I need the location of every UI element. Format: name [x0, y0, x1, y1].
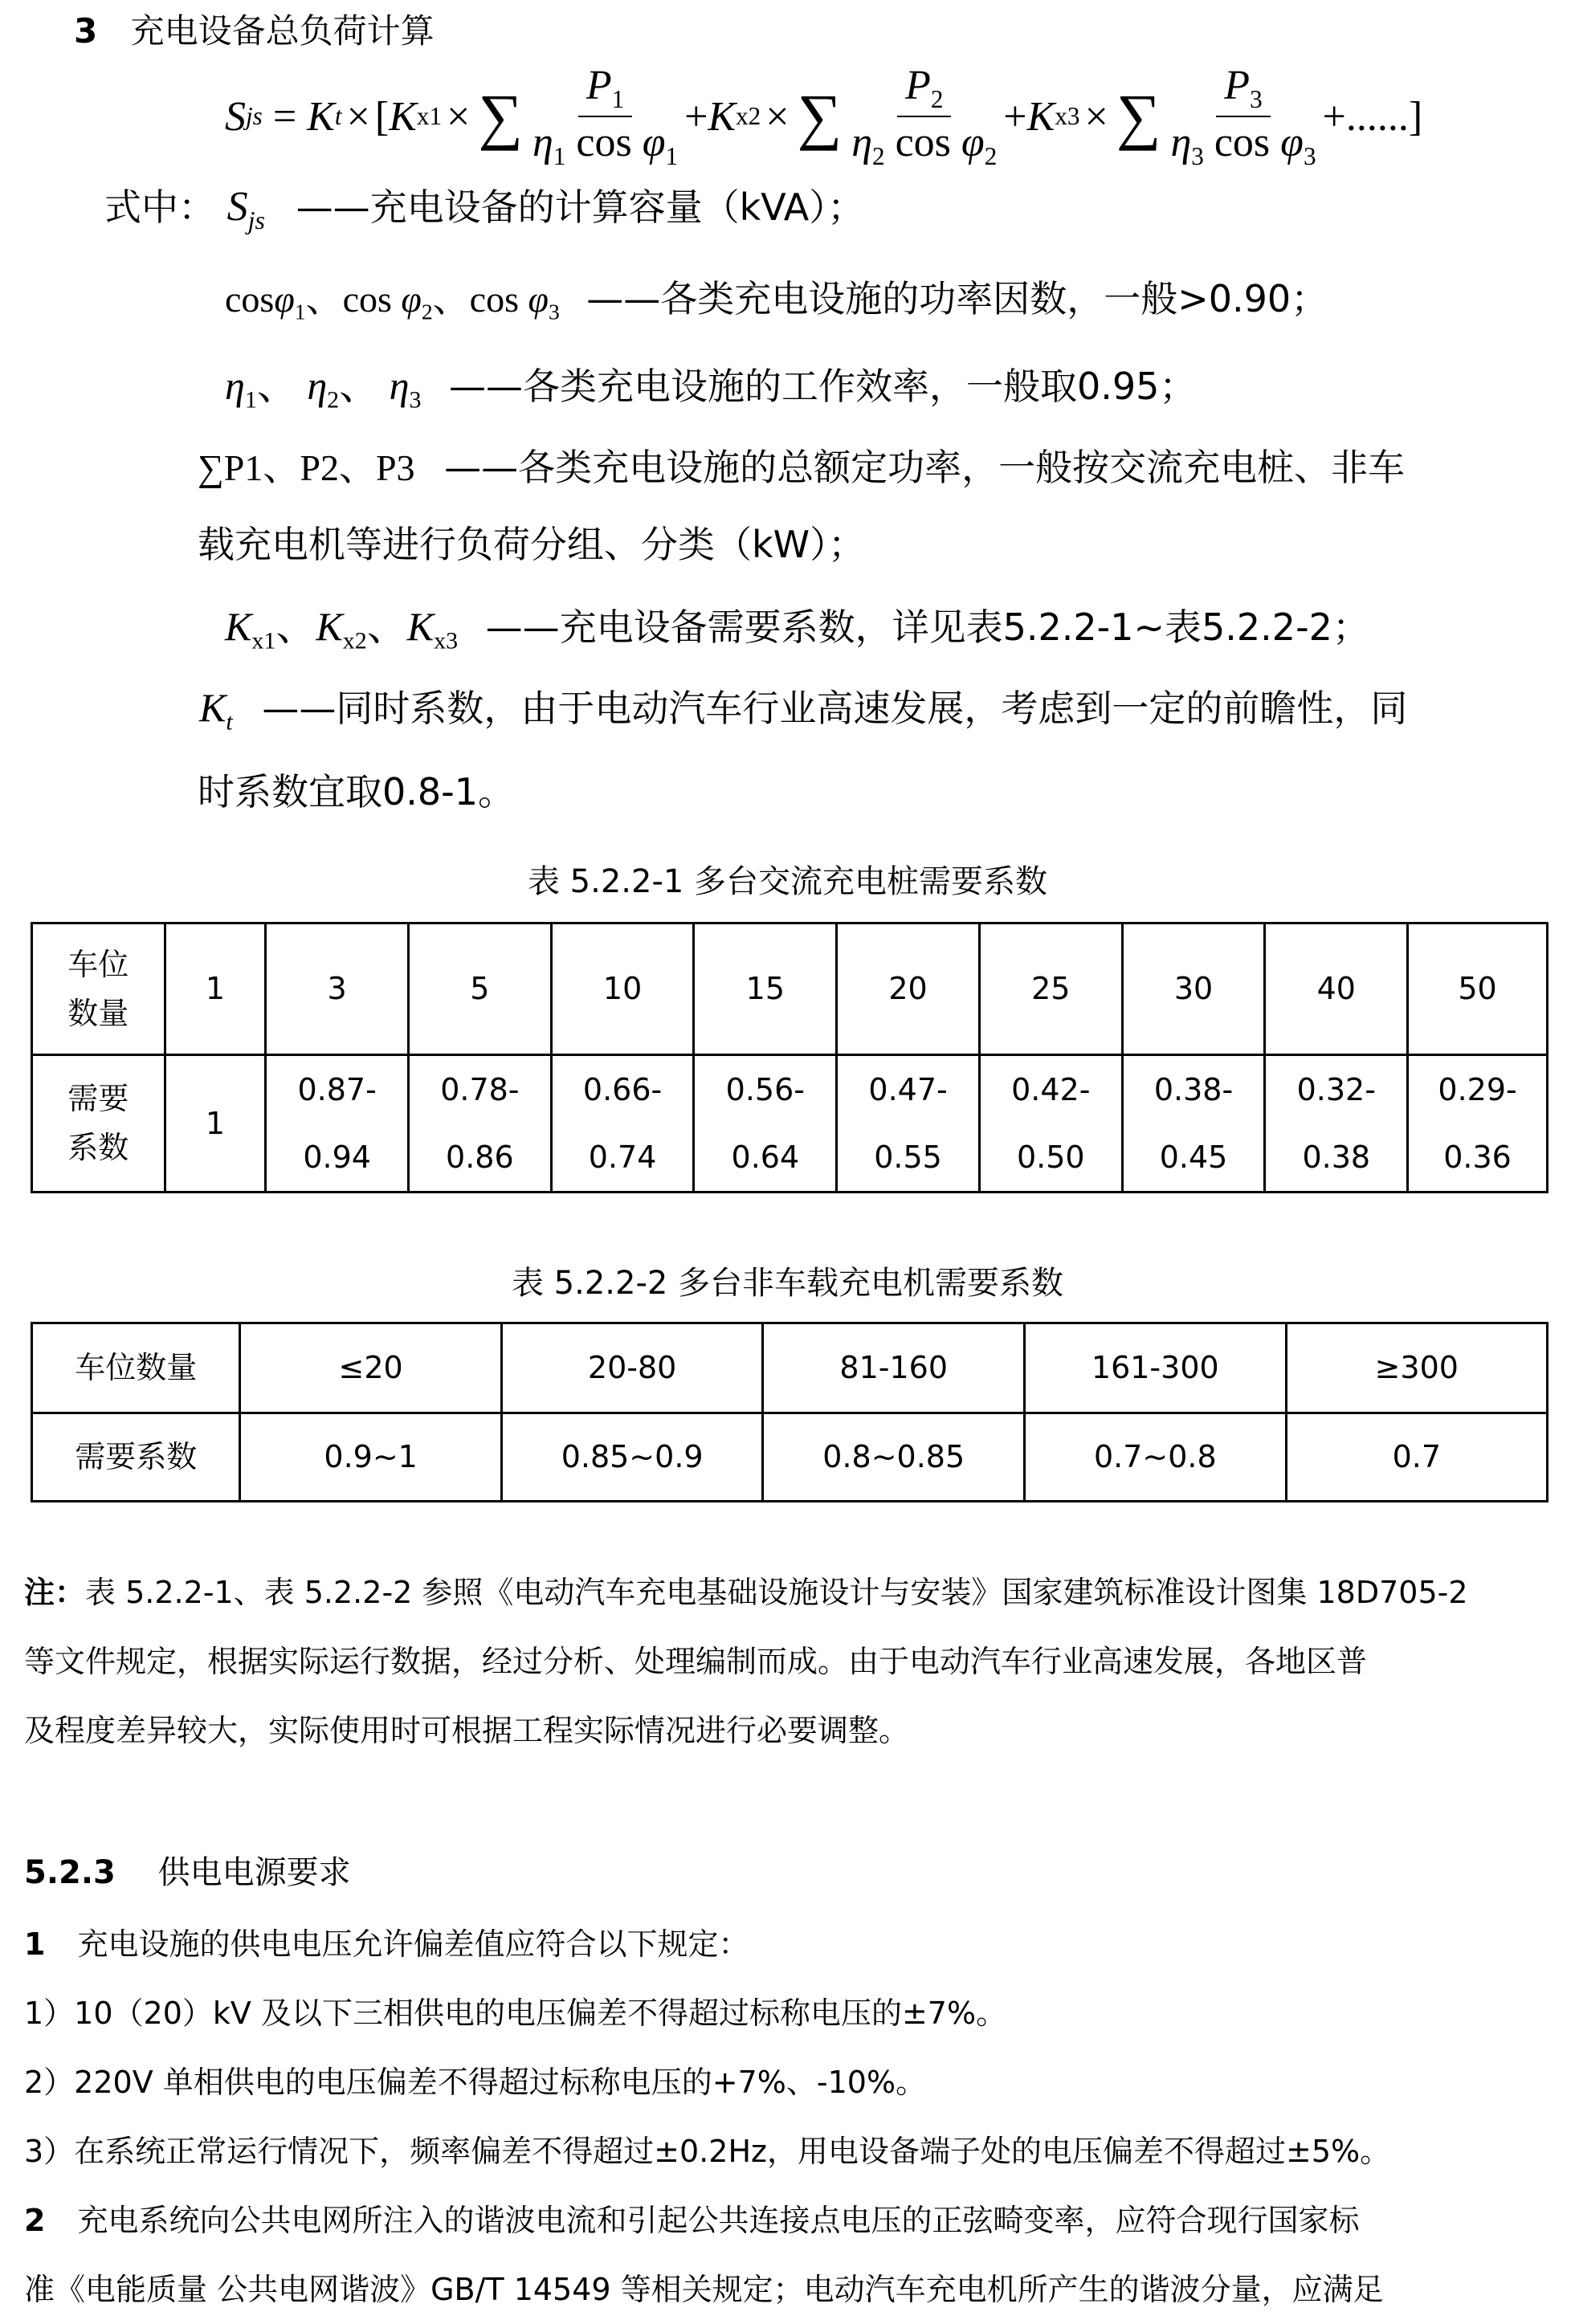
table-cell: 20-80	[501, 1323, 763, 1413]
def-sjs	[104, 178, 864, 235]
coef-bottom: 0.55	[874, 1140, 942, 1175]
table-cell: 0.9~1	[240, 1413, 501, 1502]
formula-kt: K	[307, 93, 335, 140]
phi-sub: 2	[984, 141, 998, 170]
coef-top: 0.66-	[582, 1072, 663, 1107]
coef-top: 0.78-	[440, 1072, 520, 1107]
separator: 、	[256, 363, 297, 408]
coef-bottom: 0.86	[446, 1140, 514, 1175]
table-cell	[551, 1055, 694, 1193]
phi-symbol: φ	[1280, 120, 1304, 165]
cos-text: cos	[225, 279, 275, 320]
formula-equals: =	[262, 93, 308, 140]
table-row	[32, 1413, 1548, 1502]
table-cell	[408, 1055, 551, 1193]
table-cell: ≥300	[1286, 1323, 1547, 1413]
def-text: ——充电设备需要系数，详见表5.2.2-1~表5.2.2-2；	[485, 605, 1369, 649]
coef-bottom: 0.38	[1302, 1140, 1371, 1175]
heading-3	[74, 5, 435, 53]
k-sub: x2	[342, 627, 367, 654]
item-text: 准《电能质量 公共电网谐波》GB/T 14549 等相关规定；电动汽车充电机所产生的谐波分量，应满足	[24, 2272, 1384, 2307]
k-symbol: K	[225, 604, 252, 649]
def-p-cont	[198, 516, 865, 569]
coef-bottom: 0.36	[1443, 1140, 1512, 1175]
sub-item: 1）10（20）kV 及以下三相供电的电压偏差不得超过标称电压的±7%。	[24, 1996, 1007, 2031]
phi-sub: 2	[421, 299, 433, 324]
eta-symbol: η	[851, 120, 872, 165]
fraction-2	[851, 62, 997, 171]
table-cell	[1408, 1055, 1548, 1193]
sigma-symbol: ∑	[797, 81, 843, 151]
phi-symbol: φ	[401, 279, 422, 320]
separator: 、	[275, 604, 316, 649]
phi-symbol: φ	[642, 120, 666, 165]
def-text: ——各类充电设施的总额定功率，一般按交流充电桩、非车	[444, 446, 1406, 489]
coef-top: 0.29-	[1438, 1072, 1517, 1107]
formula-times: ×	[765, 93, 790, 140]
def-text: 载充电机等进行负荷分组、分类（kW）；	[198, 523, 866, 566]
formula-plus: +	[684, 93, 708, 140]
fraction-numerator: P	[586, 63, 612, 109]
def-prefix: 式中：	[104, 186, 215, 229]
def-symbol: ∑P1、P2、P3	[198, 447, 415, 488]
k-sub: t	[226, 708, 233, 736]
table-cell: 40	[1265, 923, 1408, 1055]
formula-bracket: [	[374, 93, 390, 140]
formula-kx2-sub: x2	[736, 102, 761, 130]
table-cell: 3	[266, 923, 409, 1055]
def-eta	[225, 353, 1196, 414]
formula-kx2: K	[708, 93, 736, 140]
note-label: 注：	[24, 1575, 86, 1610]
phi-symbol: φ	[274, 279, 295, 320]
load-formula	[225, 56, 1422, 177]
formula-s-sub: js	[246, 102, 263, 130]
table-row	[32, 1055, 1548, 1193]
table-cell: 0.7~0.8	[1025, 1413, 1287, 1502]
formula-tail: +......]	[1322, 93, 1423, 140]
formula-kt-sub: t	[334, 102, 342, 130]
k-symbol: K	[406, 604, 435, 649]
eta-sub: 2	[327, 386, 340, 414]
coef-bottom: 0.94	[303, 1140, 371, 1175]
eta-sub: 2	[872, 141, 885, 170]
def-text: ——各类充电设施的功率因数，一般>0.90；	[586, 277, 1328, 320]
table-cell: 0.8~0.85	[763, 1413, 1025, 1502]
k-sub: x1	[251, 627, 276, 654]
def-p	[198, 438, 1405, 491]
def-kt	[199, 679, 1407, 736]
table-cell: 0.7	[1286, 1413, 1547, 1502]
coef-top: 0.32-	[1296, 1072, 1376, 1107]
table-cell: 15	[694, 923, 837, 1055]
table-cell: 25	[979, 923, 1122, 1055]
coef-top: 0.42-	[1011, 1072, 1091, 1107]
section-title: 供电电源要求	[157, 1854, 351, 1891]
numerator-sub: 2	[930, 85, 944, 113]
coef-bottom: 0.64	[731, 1140, 800, 1175]
eta-symbol: η	[532, 120, 553, 165]
separator: 、	[305, 279, 343, 320]
row-header-text: 系数	[67, 1130, 129, 1165]
def-symbol: S	[226, 184, 248, 230]
k-symbol: K	[316, 604, 343, 649]
eta-sub: 3	[409, 386, 422, 414]
item-text: 充电系统向公共电网所注入的谐波电流和引起公共连接点电压的正弦畸变率，应符合现行国家标	[77, 2203, 1360, 2238]
eta-symbol: η	[389, 363, 410, 408]
formula-plus: +	[1003, 93, 1027, 140]
formula-times: ×	[346, 93, 370, 140]
eta-symbol: η	[225, 363, 245, 408]
def-text: 时系数宜取0.8-1。	[198, 770, 516, 813]
eta-symbol: η	[1170, 120, 1192, 165]
note-text: 表 5.2.2-1、表 5.2.2-2 参照《电动汽车充电基础设施设计与安装》国家建筑标准设计图集 18D705-2	[85, 1575, 1468, 1610]
coef-top: 0.38-	[1153, 1072, 1234, 1107]
coef-top: 0.87-	[297, 1072, 377, 1107]
table-cell	[266, 1055, 409, 1193]
eta-sub: 1	[553, 141, 566, 170]
table-cell: 10	[551, 923, 694, 1055]
k-sub: x3	[434, 627, 459, 654]
table-row	[32, 923, 1548, 1055]
def-text: ——各类充电设施的工作效率，一般取0.95；	[448, 365, 1197, 408]
numerator-sub: 3	[1250, 85, 1263, 113]
row-header-text: 车位	[67, 946, 129, 982]
table1-caption: 表 5.2.2-1 多台交流充电桩需要系数	[527, 863, 1048, 900]
sigma-symbol: ∑	[1116, 81, 1161, 151]
table-dc-charger-coefficients	[31, 1322, 1548, 1502]
separator: 、	[366, 604, 407, 649]
cos-text: cos	[1203, 120, 1281, 165]
item-number: 2	[24, 2203, 46, 2238]
row-header-cell	[32, 1055, 165, 1193]
coef-bottom: 0.45	[1159, 1140, 1228, 1175]
table-cell: 1	[165, 1055, 266, 1193]
heading-number: 3	[74, 11, 98, 51]
phi-symbol: φ	[528, 279, 549, 320]
note-text: 等文件规定，根据实际运行数据，经过分析、处理编制而成。由于电动汽车行业高速发展，各地区普	[24, 1644, 1368, 1679]
table-cell	[694, 1055, 837, 1193]
formula-times: ×	[1084, 93, 1108, 140]
table-cell	[979, 1055, 1122, 1193]
coef-top: 0.47-	[868, 1072, 948, 1107]
fraction-3	[1170, 62, 1316, 171]
table-cell: 5	[408, 923, 551, 1055]
fraction-1	[532, 62, 678, 171]
note-block	[24, 1558, 1468, 1765]
formula-times: ×	[447, 93, 471, 140]
eta-symbol: η	[307, 363, 328, 408]
def-cos	[225, 270, 1328, 325]
table-cell	[837, 1055, 980, 1193]
numerator-sub: 1	[611, 85, 625, 113]
formula-kx3: K	[1026, 93, 1055, 140]
table-ac-charger-coefficients	[31, 922, 1548, 1193]
row-header-text: 需要	[67, 1081, 129, 1117]
section-heading	[24, 1847, 351, 1893]
phi-sub: 3	[548, 299, 560, 324]
table-row	[32, 1323, 1548, 1413]
eta-sub: 3	[1191, 141, 1204, 170]
table2-caption: 表 5.2.2-2 多台非车载充电机需要系数	[511, 1265, 1064, 1302]
def-kx	[225, 594, 1369, 655]
cos-text: cos	[884, 120, 961, 165]
separator: 、	[432, 279, 470, 320]
item-text: 充电设施的供电电压允许偏差值应符合以下规定：	[77, 1926, 749, 1962]
coef-bottom: 0.74	[588, 1140, 657, 1175]
phi-sub: 1	[294, 299, 306, 324]
table-cell: 20	[837, 923, 980, 1055]
def-text: ——充电设备的计算容量（kVA）；	[296, 186, 865, 229]
table-cell: 30	[1122, 923, 1265, 1055]
table-cell: 0.85~0.9	[501, 1413, 763, 1502]
row-header-text: 数量	[67, 995, 129, 1031]
row-header-cell: 需要系数	[32, 1413, 240, 1502]
def-text: ——同时系数，由于电动汽车行业高速发展，考虑到一定的前瞻性，同	[262, 687, 1408, 730]
cos-text: cos	[565, 120, 643, 165]
cos-text: cos	[342, 279, 392, 320]
row-header-cell: 车位数量	[32, 1323, 240, 1413]
formula-kx1: K	[389, 93, 417, 140]
coef-top: 0.56-	[725, 1072, 805, 1107]
formula-s: S	[225, 93, 246, 140]
fraction-numerator: P	[1224, 63, 1251, 109]
table-cell: 161-300	[1025, 1323, 1287, 1413]
sigma-symbol: ∑	[478, 81, 523, 151]
note-text: 及程度差异较大，实际使用时可根据工程实际情况进行必要调整。	[24, 1713, 910, 1748]
eta-sub: 1	[244, 386, 257, 414]
section-body	[24, 1910, 1390, 2324]
section-number: 5.2.3	[24, 1854, 116, 1891]
formula-kx1-sub: x1	[416, 102, 443, 130]
table-cell: 81-160	[763, 1323, 1025, 1413]
k-symbol: K	[199, 685, 226, 730]
phi-sub: 3	[1303, 141, 1316, 170]
table-cell: 50	[1408, 923, 1548, 1055]
row-header-cell	[32, 923, 165, 1055]
table-cell	[1122, 1055, 1265, 1193]
separator: 、	[339, 363, 380, 408]
phi-symbol: φ	[961, 120, 985, 165]
item-number: 1	[24, 1926, 46, 1962]
formula-kx3-sub: x3	[1055, 102, 1080, 130]
fraction-numerator: P	[905, 63, 931, 109]
def-symbol-sub: js	[247, 206, 265, 235]
sub-item: 2）220V 单相供电的电压偏差不得超过标称电压的+7%、-10%。	[24, 2065, 927, 2100]
table-cell	[1265, 1055, 1408, 1193]
def-kt-cont	[198, 763, 515, 816]
table-cell: ≤20	[240, 1323, 501, 1413]
cos-text: cos	[469, 279, 519, 320]
heading-text: 充电设备总负荷计算	[130, 11, 435, 51]
phi-sub: 1	[665, 141, 679, 170]
sub-item: 3）在系统正常运行情况下，频率偏差不得超过±0.2Hz，用电设备端子处的电压偏差不得超过±5%。	[24, 2134, 1391, 2169]
coef-bottom: 0.50	[1016, 1140, 1085, 1175]
table-cell: 1	[165, 923, 266, 1055]
